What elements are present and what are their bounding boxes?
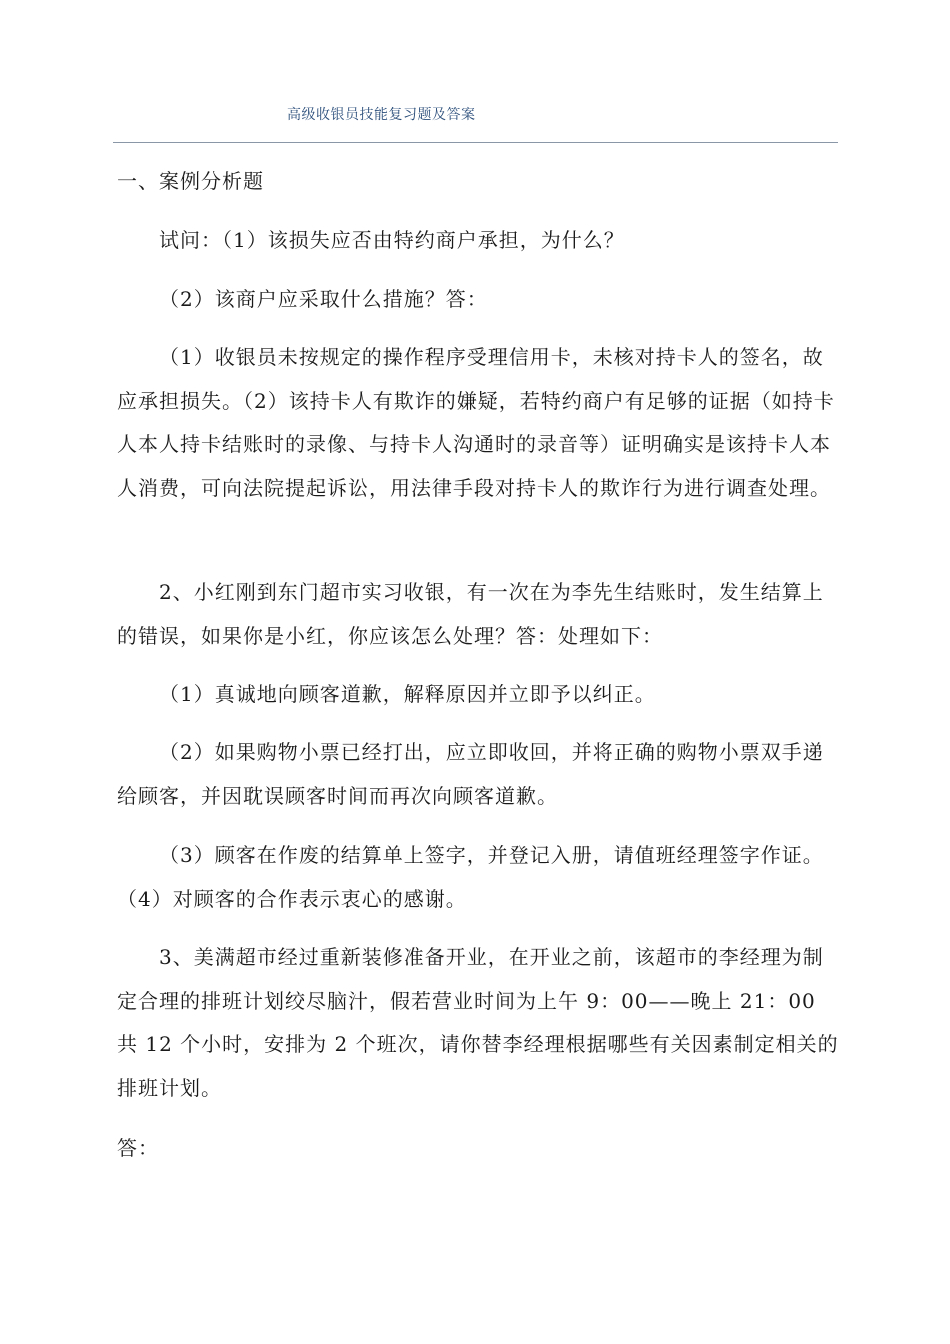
section-heading: 一、案例分析题 [117,169,264,193]
question-3: 3、美满超市经过重新装修准备开业，在开业之前，该超市的李经理为制定合理的排班计划绞尽脑汁，假若营业时间为上午 9：00——晚上 21：00 共 12 个小时，安排为 2 个班次，请你替李经理根据哪些有关因素制定相关的排班计划。 [117,945,839,1100]
document-title: 高级收银员技能复习题及答案 [287,107,476,123]
question-1-prompt-part-2: （2）该商户应采取什么措施？答： [159,287,488,311]
question-2-answer-2: （2）如果购物小票已经打出，应立即收回，并将正确的购物小票双手递给顾客，并因耽误顾客时间而再次向顾客道歉。 [117,740,824,808]
question-1-prompt: 试问：（1）该损失应否由特约商户承担，为什么？ [159,228,625,252]
question-2-answer-3: （3）顾客在作废的结算单上签字，并登记入册，请值班经理签字作证。（4）对顾客的合作表示衷心的感谢。 [117,843,824,911]
answer-label: 答： [117,1136,159,1160]
question-2: 2、小红刚到东门超市实习收银，有一次在为李先生结账时，发生结算上的错误，如果你是小红，你应该怎么处理？答：处理如下： [117,580,824,648]
question-2-answer-1: （1）真诚地向顾客道歉，解释原因并立即予以纠正。 [159,682,656,706]
header-divider [113,142,838,143]
question-1-answer: （1）收银员未按规定的操作程序受理信用卡，未核对持卡人的签名，故应承担损失。（2）该持卡人有欺诈的嫌疑，若特约商户有足够的证据（如持卡人本人持卡结账时的录像、与持卡人沟通时的录音等）证明确实是该持卡人本人消费，可向法院提起诉讼，用法律手段对持卡人的欺诈行为进行调查处理。 [117,345,835,500]
